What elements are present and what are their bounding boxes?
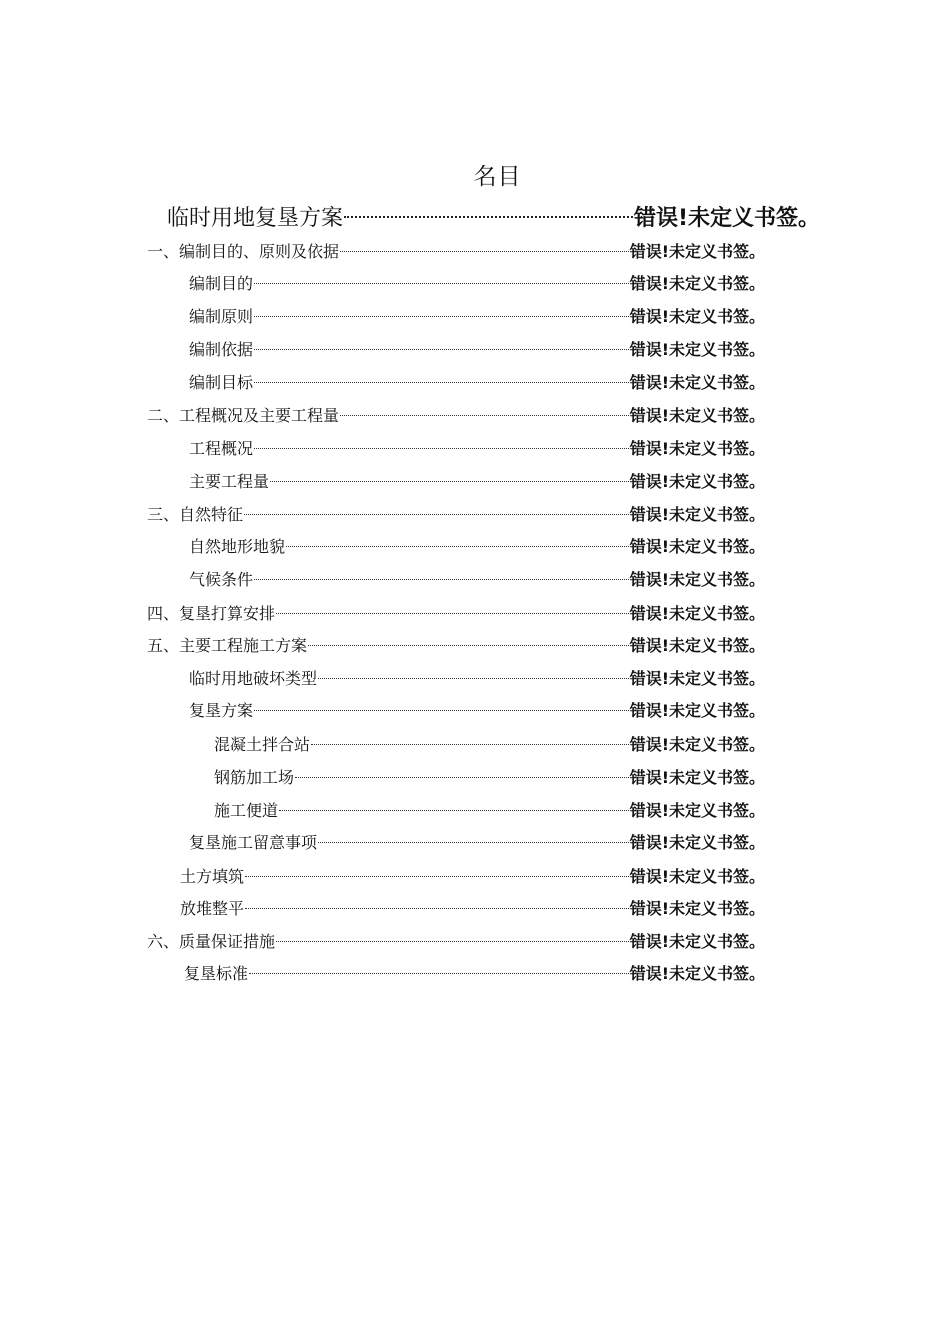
- toc-page-ref-error: 错误!未定义书签。: [629, 570, 765, 589]
- toc-entry[interactable]: [214, 761, 765, 789]
- toc-entry[interactable]: [147, 399, 765, 427]
- dot-leader: [245, 860, 629, 882]
- dot-leader: [254, 563, 629, 585]
- toc-entry[interactable]: [189, 694, 765, 722]
- toc-page-ref-error: 错误!未定义书签。: [629, 768, 765, 787]
- toc-entry-label: 临时用地破坏类型: [189, 669, 318, 688]
- toc-page-ref-error: 错误!未定义书签。: [629, 669, 765, 688]
- toc-entry-label: 施工便道: [214, 801, 279, 820]
- toc-entry[interactable]: [147, 925, 765, 953]
- dot-leader: [344, 195, 633, 225]
- toc-entry-label: 复垦施工留意事项: [189, 833, 318, 852]
- toc-page-ref-error: 错误!未定义书签。: [629, 636, 765, 655]
- dot-leader: [279, 794, 629, 816]
- dot-leader: [276, 597, 629, 619]
- dot-leader: [286, 530, 629, 552]
- toc-entry-label: 编制依据: [189, 340, 254, 359]
- toc-entry-title[interactable]: [167, 195, 820, 234]
- toc-heading: 名目: [473, 164, 522, 190]
- toc-entry[interactable]: [189, 530, 765, 558]
- dot-leader: [311, 728, 629, 750]
- toc-entry[interactable]: [180, 892, 765, 920]
- toc-page-ref-error: 错误!未定义书签。: [629, 373, 765, 392]
- toc-page-ref-error: 错误!未定义书签。: [629, 833, 765, 852]
- toc-entry-label: 编制目标: [189, 373, 254, 392]
- dot-leader: [245, 892, 629, 914]
- toc-page-ref-error: 错误!未定义书签。: [629, 701, 765, 720]
- toc-entry[interactable]: [189, 366, 765, 394]
- toc-page-ref-error: 错误!未定义书签。: [629, 406, 765, 425]
- dot-leader: [249, 957, 629, 979]
- dot-leader: [318, 826, 629, 848]
- toc-entry[interactable]: [184, 957, 765, 985]
- dot-leader: [244, 498, 629, 520]
- toc-entry-label: 二、工程概况及主要工程量: [147, 406, 340, 425]
- toc-entry[interactable]: [189, 432, 765, 460]
- toc-page-ref-error: 错误!未定义书签。: [629, 735, 765, 754]
- toc-entry-label: 钢筋加工场: [214, 768, 295, 787]
- toc-entry[interactable]: [147, 597, 765, 625]
- dot-leader: [295, 761, 629, 783]
- toc-entry-label: 五、主要工程施工方案: [147, 636, 308, 655]
- toc-entry[interactable]: [189, 662, 765, 690]
- toc-entry-label: 六、质量保证措施: [147, 932, 276, 951]
- dot-leader: [254, 300, 629, 322]
- toc-entry[interactable]: [189, 826, 765, 854]
- toc-entry-label: 编制原则: [189, 307, 254, 326]
- toc-entry[interactable]: [189, 333, 765, 361]
- toc-entry-label: 四、复垦打算安排: [147, 604, 276, 623]
- toc-entry-label: 工程概况: [189, 439, 254, 458]
- toc-page-ref-error: 错误!未定义书签。: [629, 604, 765, 623]
- toc-entry[interactable]: [189, 267, 765, 295]
- toc-page-ref-error: 错误!未定义书签。: [629, 307, 765, 326]
- toc-page-ref-error: 错误!未定义书签。: [629, 537, 765, 556]
- toc-entry[interactable]: [214, 794, 765, 822]
- dot-leader: [340, 235, 629, 257]
- toc-page-ref-error: 错误!未定义书签。: [629, 899, 765, 918]
- toc-entry-label: 一、编制目的、原则及依据: [147, 242, 340, 261]
- toc-entry-label: 复垦标准: [184, 964, 249, 983]
- toc-page-ref-error: 错误!未定义书签。: [633, 206, 820, 231]
- toc-entry-label: 自然地形地貌: [189, 537, 286, 556]
- toc-entry[interactable]: [189, 465, 765, 493]
- toc-entry-label: 临时用地复垦方案: [167, 206, 344, 231]
- dot-leader: [340, 399, 629, 421]
- dot-leader: [254, 267, 629, 289]
- dot-leader: [308, 629, 629, 651]
- toc-entry[interactable]: [214, 728, 765, 756]
- toc-page-ref-error: 错误!未定义书签。: [629, 505, 765, 524]
- toc-page-ref-error: 错误!未定义书签。: [629, 242, 765, 261]
- toc-entry-label: 土方填筑: [180, 867, 245, 886]
- dot-leader: [254, 432, 629, 454]
- toc-entry-label: 编制目的: [189, 274, 254, 293]
- toc-page-ref-error: 错误!未定义书签。: [629, 340, 765, 359]
- toc-entry[interactable]: [189, 563, 765, 591]
- toc-page-ref-error: 错误!未定义书签。: [629, 867, 765, 886]
- toc-entry-label: 放堆整平: [180, 899, 245, 918]
- dot-leader: [254, 694, 629, 716]
- toc-entry-label: 主要工程量: [189, 472, 270, 491]
- toc-entry[interactable]: [147, 498, 765, 526]
- dot-leader: [254, 333, 629, 355]
- toc-page-ref-error: 错误!未定义书签。: [629, 274, 765, 293]
- toc-entry-label: 复垦方案: [189, 701, 254, 720]
- toc-entry-label: 三、自然特征: [147, 505, 244, 524]
- toc-entry[interactable]: [189, 300, 765, 328]
- toc-page-ref-error: 错误!未定义书签。: [629, 439, 765, 458]
- toc-entry[interactable]: [147, 235, 765, 263]
- toc-entry[interactable]: [147, 629, 765, 657]
- toc-entry-label: 混凝土拌合站: [214, 735, 311, 754]
- toc-page-ref-error: 错误!未定义书签。: [629, 801, 765, 820]
- dot-leader: [276, 925, 629, 947]
- toc-entry[interactable]: [180, 860, 765, 888]
- toc-entry-label: 气候条件: [189, 570, 254, 589]
- toc-page-ref-error: 错误!未定义书签。: [629, 964, 765, 983]
- dot-leader: [270, 465, 629, 487]
- dot-leader: [318, 662, 629, 684]
- toc-page-ref-error: 错误!未定义书签。: [629, 932, 765, 951]
- toc-page-ref-error: 错误!未定义书签。: [629, 472, 765, 491]
- dot-leader: [254, 366, 629, 388]
